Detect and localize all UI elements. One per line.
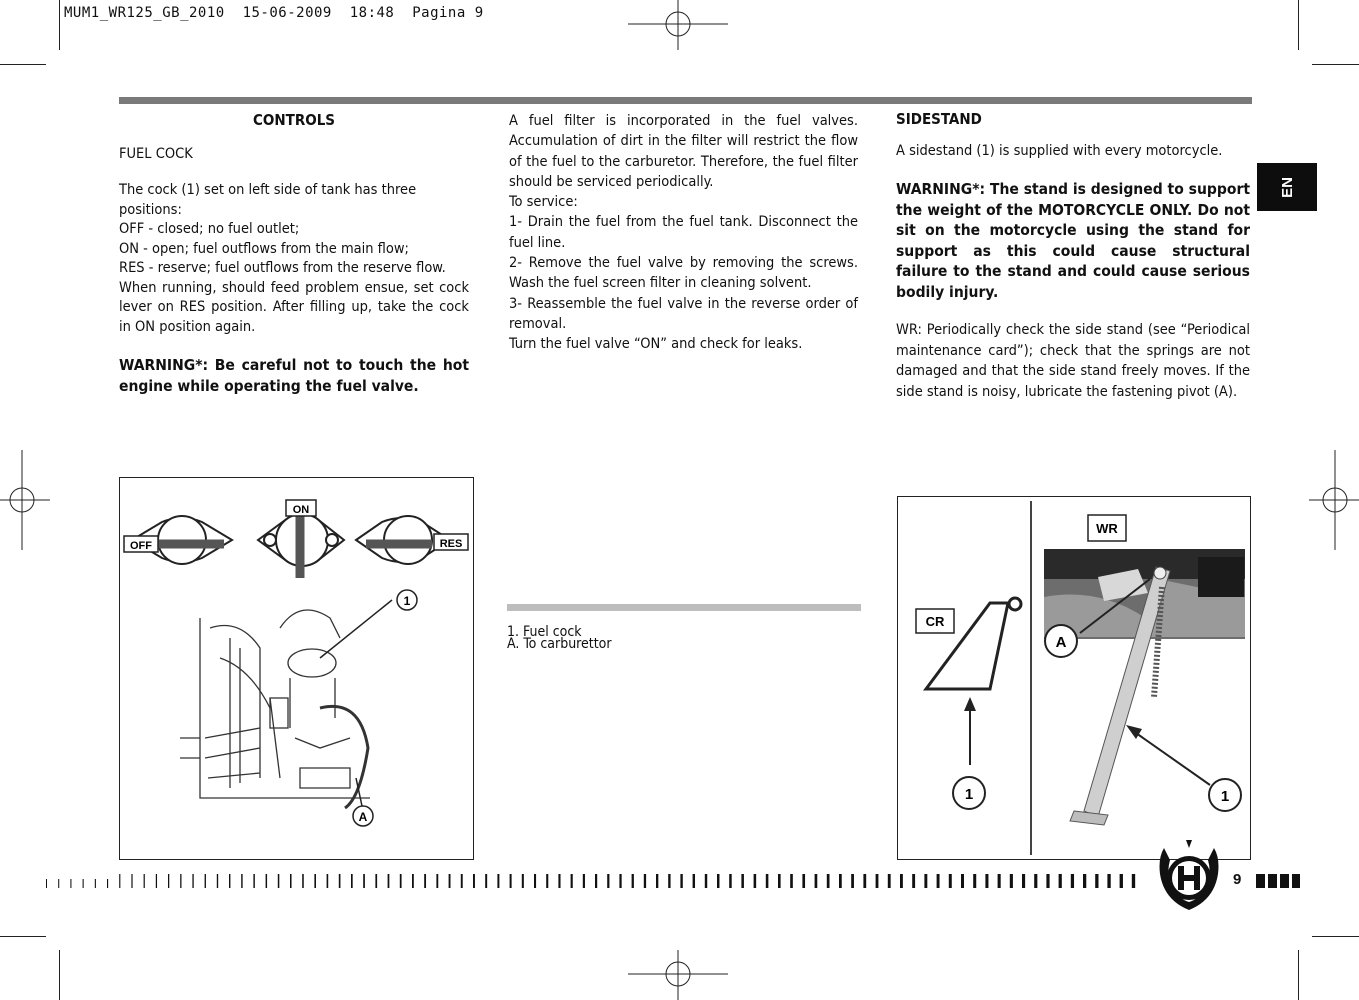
registration-mark <box>0 450 50 550</box>
cr-label: CR <box>925 614 945 629</box>
on-label: ON <box>292 504 310 516</box>
brand-logo <box>1156 838 1222 914</box>
header-rule <box>119 97 1252 104</box>
service-step: Turn the fuel valve “ON” and check for leaks. <box>509 336 803 353</box>
crop-mark <box>0 936 46 937</box>
wr-label: WR <box>1096 521 1118 536</box>
engine-sketch <box>180 610 370 808</box>
callout-a: A <box>358 810 368 824</box>
service-step: 3- Reassemble the fuel valve in the reverse order of removal. <box>509 295 858 332</box>
registration-mark <box>628 950 728 1000</box>
paragraph: When running, should feed problem ensue, set cock lever on RES position. After filling up, take the cock in ON position again. <box>119 279 469 335</box>
left-column <box>119 111 469 396</box>
paragraph-line: OFF - closed; no fuel outlet; <box>119 221 300 237</box>
right-column <box>896 109 1250 402</box>
paragraph: A sidestand (1) is supplied with every motorcycle. <box>896 142 1223 159</box>
print-slug: MUM1_WR125_GB_2010 15-06-2009 18:48 Pagina 9 <box>64 5 484 21</box>
crop-mark <box>1312 64 1359 65</box>
section-title: CONTROLS <box>252 111 336 129</box>
paragraph: A fuel filter is incorporated in the fuel valves. Accumulation of dirt in the filter will restrict the flow of the fuel to the carburetor. Therefore, the fuel filter should be serviced periodically. <box>509 113 858 190</box>
registration-mark <box>628 0 728 50</box>
caption-rule <box>507 604 861 611</box>
section-title: SIDESTAND <box>896 110 982 128</box>
paragraph-line: ON - open; fuel outflows from the main flow; <box>119 240 409 257</box>
paragraph: WR: Periodically check the side stand (see “Periodical maintenance card”); check that the springs are not damaged and that the side stand freely moves. If the side stand is noisy, lubricate the fastening pivot (A). <box>896 322 1250 400</box>
off-label: OFF <box>130 540 152 552</box>
crop-mark <box>0 64 46 65</box>
crop-mark <box>1298 0 1299 50</box>
paragraph-line: RES - reserve; fuel outflows from the reserve flow. <box>119 260 446 276</box>
warning-text: WARNING*: The stand is designed to support the weight of the MOTORCYCLE ONLY. Do not sit on the motorcycle using the stand for support as this could cause structural failure to the stand and could cause serious bodily injury. <box>896 180 1250 301</box>
callout-1-right: 1 <box>1220 788 1230 805</box>
service-step: 2- Remove the fuel valve by removing the screws. Wash the fuel screen filter in cleaning solvent. <box>509 255 858 292</box>
crop-mark <box>59 0 60 50</box>
registration-mark <box>1309 450 1359 550</box>
page-number: 9 <box>1233 871 1242 888</box>
crop-mark <box>1298 950 1299 1000</box>
language-tab-label: EN <box>1278 176 1296 198</box>
sidestand-figure <box>897 496 1251 860</box>
fuel-cock-figure <box>119 477 474 860</box>
callout-a: A <box>1055 634 1067 651</box>
paragraph-line: The cock (1) set on left side of tank has three positions: <box>119 182 417 218</box>
service-heading: To service: <box>509 194 578 211</box>
service-step: 1- Drain the fuel from the fuel tank. Disconnect the fuel line. <box>509 214 858 251</box>
crop-mark <box>1312 936 1359 937</box>
figure-caption: 1. Fuel cock <box>507 624 582 640</box>
figure-caption: A. To carburettor <box>507 636 612 652</box>
language-tab <box>1257 163 1317 211</box>
footer-tick-bar <box>46 874 1156 888</box>
callout-1-left: 1 <box>964 786 974 803</box>
cock-on-position <box>258 514 344 578</box>
footer-block-bar <box>1256 874 1300 888</box>
middle-column <box>509 111 858 355</box>
callout-1: 1 <box>403 594 411 608</box>
crop-mark <box>59 950 60 1000</box>
res-label: RES <box>439 538 463 550</box>
section-subtitle: FUEL COCK <box>119 145 193 162</box>
warning-text: WARNING*: Be careful not to touch the hot engine while operating the fuel valve. <box>119 356 469 395</box>
